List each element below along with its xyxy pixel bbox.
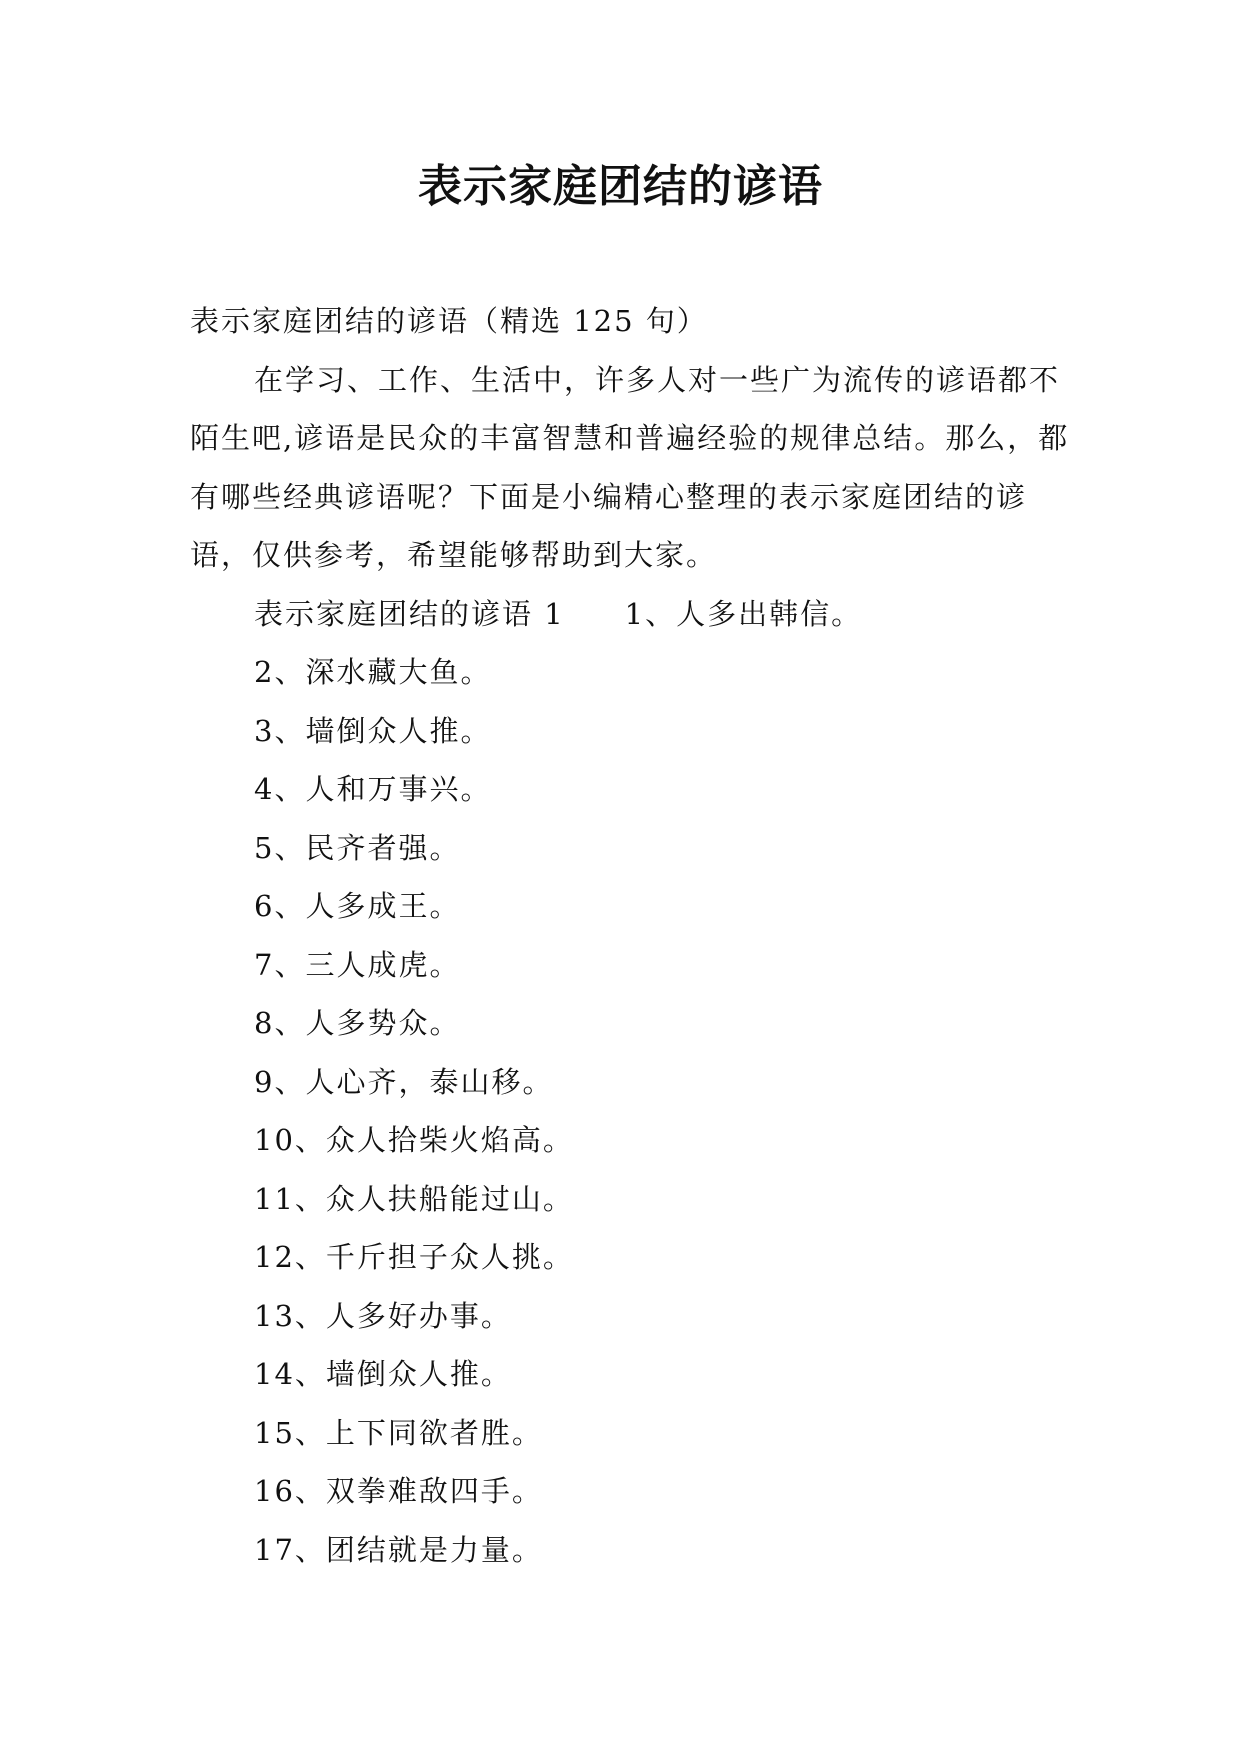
intro-paragraph: 在学习、工作、生活中，许多人对一些广为流传的谚语都不陌生吧,谚语是民众的丰富智慧和普遍经验的规律总结。那么，都有哪些经典谚语呢？下面是小编精心整理的表示家庭团结的谚语，仅供参考，希望能够帮助到大家。 [190, 362, 1070, 572]
document-subtitle: 表示家庭团结的谚语（精选 125 句） [190, 304, 708, 338]
list-item: 13、人多好办事。 [254, 1298, 512, 1333]
list-item: 12、千斤担子众人挑。 [254, 1240, 574, 1274]
list-item: 1、人多出韩信。 [624, 596, 863, 631]
proverb-list [190, 643, 1070, 1579]
document-body [190, 292, 1070, 1579]
document-title: 表示家庭团结的谚语 [418, 161, 823, 212]
list-item: 16、双拳难敌四手。 [254, 1474, 543, 1508]
list-item: 5、民齐者强。 [254, 830, 461, 865]
list-item: 4、人和万事兴。 [254, 772, 492, 806]
list-item: 2、深水藏大鱼。 [254, 655, 492, 689]
list-item: 10、众人拾柴火焰高。 [254, 1123, 574, 1157]
section-line [190, 585, 1070, 644]
list-item: 11、众人扶船能过山。 [254, 1181, 574, 1216]
list-item: 8、人多势众。 [254, 1006, 461, 1040]
list-item: 7、三人成虎。 [254, 947, 461, 982]
list-item: 3、墙倒众人推。 [254, 713, 492, 748]
list-item: 15、上下同欲者胜。 [254, 1415, 543, 1450]
list-item: 17、团结就是力量。 [254, 1532, 543, 1567]
list-item: 9、人心齐，泰山移。 [254, 1064, 554, 1099]
list-item: 6、人多成王。 [254, 889, 461, 923]
list-item: 14、墙倒众人推。 [254, 1357, 512, 1391]
section-heading: 表示家庭团结的谚语 1 [254, 596, 565, 631]
